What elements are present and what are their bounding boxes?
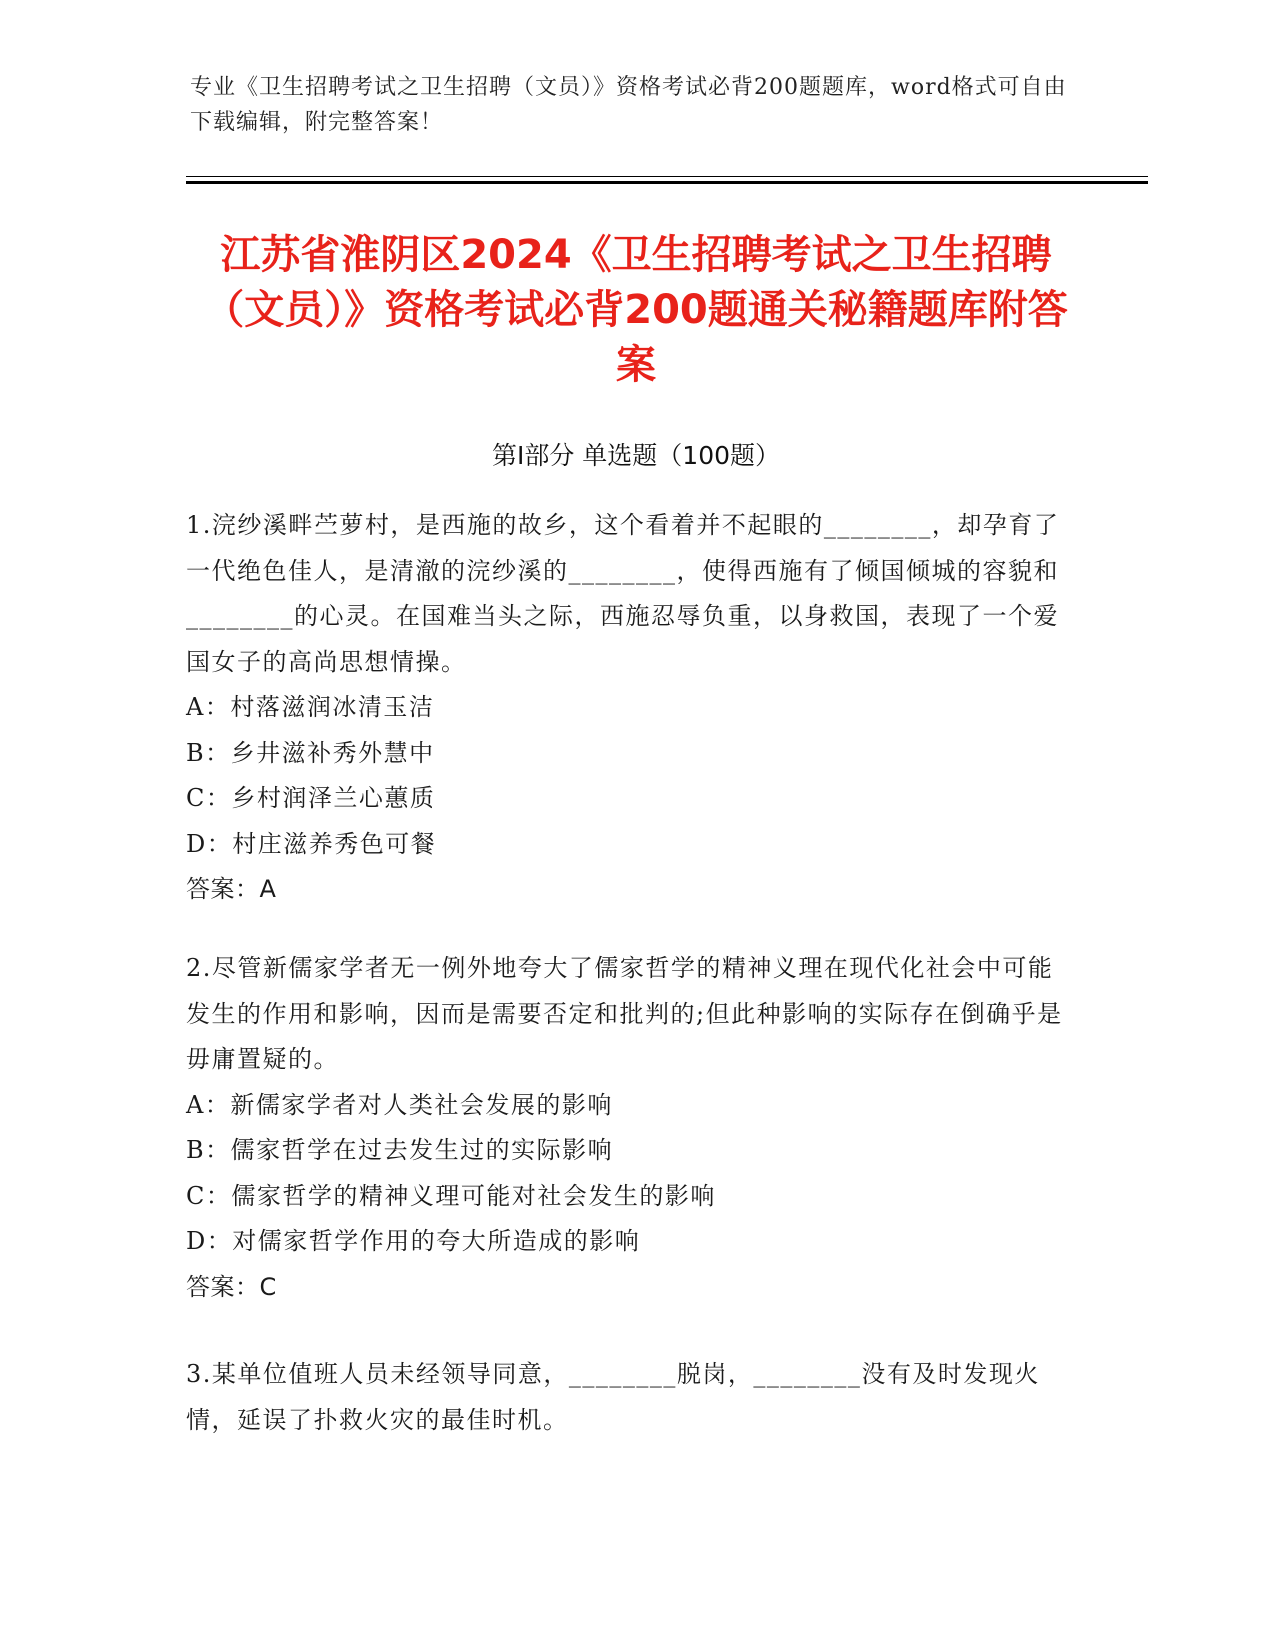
answer-line: 答案：A (186, 875, 277, 903)
option-a: A：村落滋润冰清玉洁 (186, 693, 435, 721)
question-text: 2.尽管新儒家学者无一例外地夸大了儒家哲学的精神义理在现代化社会中可能发生的作用和影响，因而是需要否定和批判的;但此种影响的实际存在倒确乎是毋庸置疑的。 (186, 954, 1063, 1073)
option-c: C：乡村润泽兰心蕙质 (186, 784, 436, 812)
option-b: B：儒家哲学在过去发生过的实际影响 (186, 1136, 614, 1164)
option-d: D：村庄滋养秀色可餐 (186, 829, 437, 858)
question-2 (186, 946, 1066, 1310)
question-text: 3.某单位值班人员未经领导同意，________脱岗，________没有及时发现火情，延误了扑救火灾的最佳时机。 (186, 1360, 1040, 1434)
document-title: 江苏省淮阴区2024《卫生招聘考试之卫生招聘（文员）》资格考试必背200题通关秘籍题库附答案 (204, 232, 1068, 388)
question-1 (186, 503, 1066, 913)
option-d: D：对儒家哲学作用的夸大所造成的影响 (186, 1227, 641, 1255)
header-divider-thin (186, 176, 1148, 177)
question-3 (186, 1352, 1066, 1443)
section-title: 第Ⅰ部分 单选题（100题） (491, 441, 781, 470)
option-c: C：儒家哲学的精神义理可能对社会发生的影响 (186, 1181, 716, 1210)
header-divider-thick (186, 181, 1148, 184)
header-note: 专业《卫生招聘考试之卫生招聘（文员）》资格考试必背200题题库，word格式可自由下载编辑，附完整答案！ (190, 75, 1067, 135)
answer-line: 答案：C (186, 1272, 277, 1301)
question-text: 1.浣纱溪畔苎萝村，是西施的故乡，这个看着并不起眼的________，却孕育了一代绝色佳人，是清澈的浣纱溪的________，使得西施有了倾国倾城的容貌和________的心灵。在国难当头之际，西施忍辱负重，以身救国，表现了一个爱国女子的高尚思想情操。 (186, 511, 1060, 676)
option-b: B：乡井滋补秀外慧中 (186, 738, 435, 767)
option-a: A：新儒家学者对人类社会发展的影响 (186, 1090, 613, 1119)
